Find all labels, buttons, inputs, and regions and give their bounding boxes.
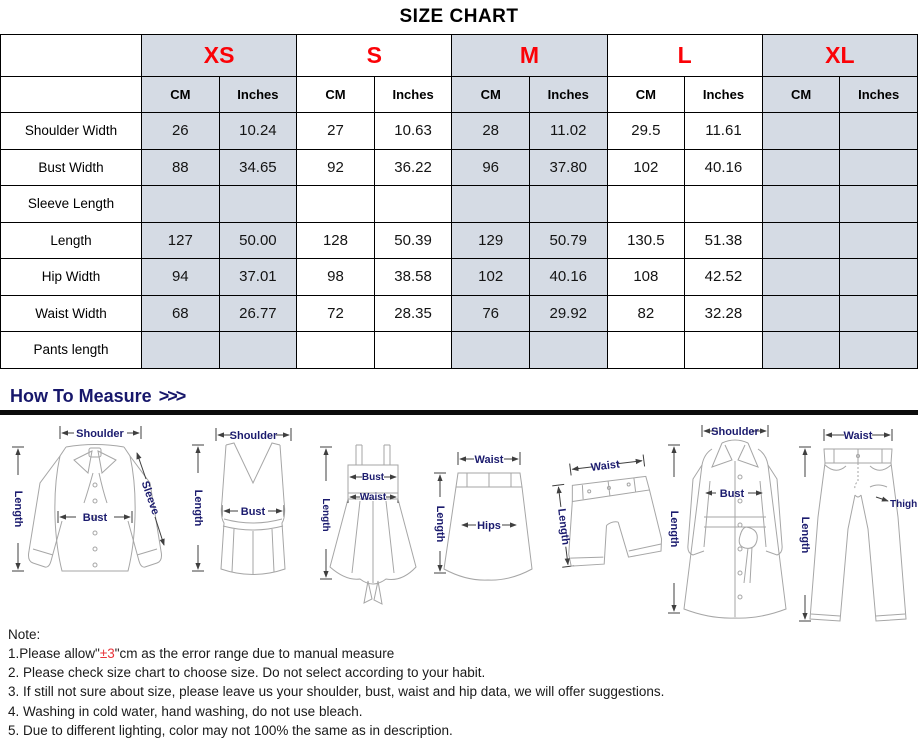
cell: 37.01 xyxy=(219,259,297,296)
unit-header: CM xyxy=(607,77,685,113)
skirt-illustration xyxy=(432,447,544,587)
note-line-1 xyxy=(8,644,918,663)
cell: 32.28 xyxy=(685,295,763,332)
corner-cell xyxy=(1,35,142,77)
cell xyxy=(762,149,840,186)
size-header-xs: XS xyxy=(142,35,297,77)
cell xyxy=(840,113,918,150)
note-line-5: 5. Due to different lighting, color may not 100% the same as in description. xyxy=(8,722,453,738)
cell: 130.5 xyxy=(607,222,685,259)
pants-waist-label: Waist xyxy=(843,429,873,442)
table-row-bust-width xyxy=(1,149,918,186)
coat-length-label: Length xyxy=(668,510,680,547)
cell: 108 xyxy=(607,259,685,296)
note-1-suffix: "cm as the error range due to manual measure xyxy=(114,645,395,661)
corner-cell xyxy=(1,77,142,113)
cell: 68 xyxy=(142,295,220,332)
skirt-hips-label: Hips xyxy=(477,519,501,532)
cell xyxy=(840,332,918,369)
cell: 50.00 xyxy=(219,222,297,259)
cell: 51.38 xyxy=(685,222,763,259)
table-row-length xyxy=(1,222,918,259)
unit-header: Inches xyxy=(685,77,763,113)
shorts-waist-label: Waist xyxy=(590,458,621,474)
pants-thigh-label: Thigh xyxy=(890,498,918,510)
table-row-pants-length xyxy=(1,332,918,369)
note-line-2: 2. Please check size chart to choose size. Do not select according to your habit. xyxy=(8,665,486,681)
cell: 82 xyxy=(607,295,685,332)
cell: 34.65 xyxy=(219,149,297,186)
table-row-hip-width xyxy=(1,259,918,296)
cell xyxy=(685,332,763,369)
row-label: Shoulder Width xyxy=(1,113,142,150)
cell xyxy=(840,186,918,223)
note-1-prefix: 1.Please allow" xyxy=(8,645,100,661)
blouse-shoulder-label: Shoulder xyxy=(76,427,124,440)
size-header-xl: XL xyxy=(762,35,917,77)
notes-heading: Note: xyxy=(8,626,41,642)
dress-length-label: Length xyxy=(320,497,331,532)
unit-header: Inches xyxy=(529,77,607,113)
cell xyxy=(762,332,840,369)
size-header-s: S xyxy=(297,35,452,77)
size-header-row xyxy=(1,35,918,77)
cell: 42.52 xyxy=(685,259,763,296)
cell xyxy=(840,259,918,296)
cell: 76 xyxy=(452,295,530,332)
cell xyxy=(142,186,220,223)
cell: 38.58 xyxy=(374,259,452,296)
row-label: Pants length xyxy=(1,332,142,369)
row-label: Sleeve Length xyxy=(1,186,142,223)
skirt-waist-label: Waist xyxy=(474,453,504,466)
shorts-illustration xyxy=(548,453,673,588)
cell: 29.5 xyxy=(607,113,685,150)
cell xyxy=(297,186,375,223)
blouse-illustration xyxy=(8,421,178,596)
table-row-sleeve-length xyxy=(1,186,918,223)
cell xyxy=(607,186,685,223)
cell: 92 xyxy=(297,149,375,186)
cell: 102 xyxy=(607,149,685,186)
note-1-tolerance: ±3 xyxy=(99,645,115,661)
note-line-3: 3. If still not sure about size, please leave us your shoulder, bust, waist and hip data, we will offer suggestions. xyxy=(8,684,665,700)
cell: 50.39 xyxy=(374,222,452,259)
row-label: Length xyxy=(1,222,142,259)
coat-illustration xyxy=(664,421,804,623)
cell: 26.77 xyxy=(219,295,297,332)
tank-shoulder-label: Shoulder xyxy=(229,429,278,442)
cell: 10.24 xyxy=(219,113,297,150)
how-to-measure-text: How To Measure xyxy=(10,385,152,406)
dress-waist-label: Waist xyxy=(359,491,387,503)
unit-header-row xyxy=(1,77,918,113)
measure-illustrations xyxy=(0,415,918,623)
cell xyxy=(762,259,840,296)
cell: 102 xyxy=(452,259,530,296)
unit-header: CM xyxy=(762,77,840,113)
cell xyxy=(142,332,220,369)
cell xyxy=(529,186,607,223)
pants-length-label: Length xyxy=(799,516,811,553)
unit-header: CM xyxy=(297,77,375,113)
blouse-sleeve-label: Sleeve xyxy=(138,479,162,516)
cell: 127 xyxy=(142,222,220,259)
dress-illustration xyxy=(318,441,428,611)
how-to-measure-heading xyxy=(10,386,918,407)
blouse-length-label: Length xyxy=(12,490,24,527)
cell xyxy=(762,222,840,259)
cell xyxy=(762,295,840,332)
cell xyxy=(840,222,918,259)
cell: 28 xyxy=(452,113,530,150)
triple-chevron-icon: >>> xyxy=(158,385,185,406)
cell: 11.02 xyxy=(529,113,607,150)
unit-header: Inches xyxy=(374,77,452,113)
coat-shoulder-label: Shoulder xyxy=(711,425,759,438)
cell: 28.35 xyxy=(374,295,452,332)
cell xyxy=(297,332,375,369)
blouse-bust-label: Bust xyxy=(82,511,108,524)
cell xyxy=(452,332,530,369)
cell: 11.61 xyxy=(685,113,763,150)
page-title: SIZE CHART xyxy=(399,6,519,27)
unit-header: Inches xyxy=(840,77,918,113)
pants-illustration xyxy=(796,425,918,627)
unit-header: Inches xyxy=(219,77,297,113)
row-label: Waist Width xyxy=(1,295,142,332)
cell xyxy=(452,186,530,223)
cell xyxy=(762,186,840,223)
cell: 88 xyxy=(142,149,220,186)
cell: 129 xyxy=(452,222,530,259)
coat-bust-label: Bust xyxy=(719,487,745,500)
note-line-4: 4. Washing in cold water, hand washing, do not use bleach. xyxy=(8,703,363,719)
notes-section xyxy=(8,625,918,741)
unit-header: CM xyxy=(142,77,220,113)
dress-bust-label: Bust xyxy=(361,471,385,483)
cell: 37.80 xyxy=(529,149,607,186)
size-chart-table xyxy=(0,34,918,369)
cell xyxy=(529,332,607,369)
cell: 128 xyxy=(297,222,375,259)
cell: 72 xyxy=(297,295,375,332)
table-row-shoulder-width xyxy=(1,113,918,150)
cell: 96 xyxy=(452,149,530,186)
unit-header: CM xyxy=(452,77,530,113)
cell xyxy=(840,295,918,332)
size-header-l: L xyxy=(607,35,762,77)
tank-length-label: Length xyxy=(192,489,204,526)
cell xyxy=(219,186,297,223)
tank-top-illustration xyxy=(188,423,318,593)
skirt-length-label: Length xyxy=(434,505,446,542)
cell xyxy=(374,332,452,369)
cell: 27 xyxy=(297,113,375,150)
cell xyxy=(607,332,685,369)
cell: 40.16 xyxy=(685,149,763,186)
cell: 10.63 xyxy=(374,113,452,150)
cell: 98 xyxy=(297,259,375,296)
shorts-length-label: Length xyxy=(555,507,572,546)
table-row-waist-width xyxy=(1,295,918,332)
tank-bust-label: Bust xyxy=(240,505,266,518)
cell xyxy=(762,113,840,150)
cell: 94 xyxy=(142,259,220,296)
cell xyxy=(685,186,763,223)
cell xyxy=(219,332,297,369)
row-label: Hip Width xyxy=(1,259,142,296)
row-label: Bust Width xyxy=(1,149,142,186)
cell: 26 xyxy=(142,113,220,150)
cell: 50.79 xyxy=(529,222,607,259)
size-header-m: M xyxy=(452,35,607,77)
cell xyxy=(840,149,918,186)
cell: 40.16 xyxy=(529,259,607,296)
cell: 36.22 xyxy=(374,149,452,186)
cell: 29.92 xyxy=(529,295,607,332)
cell xyxy=(374,186,452,223)
